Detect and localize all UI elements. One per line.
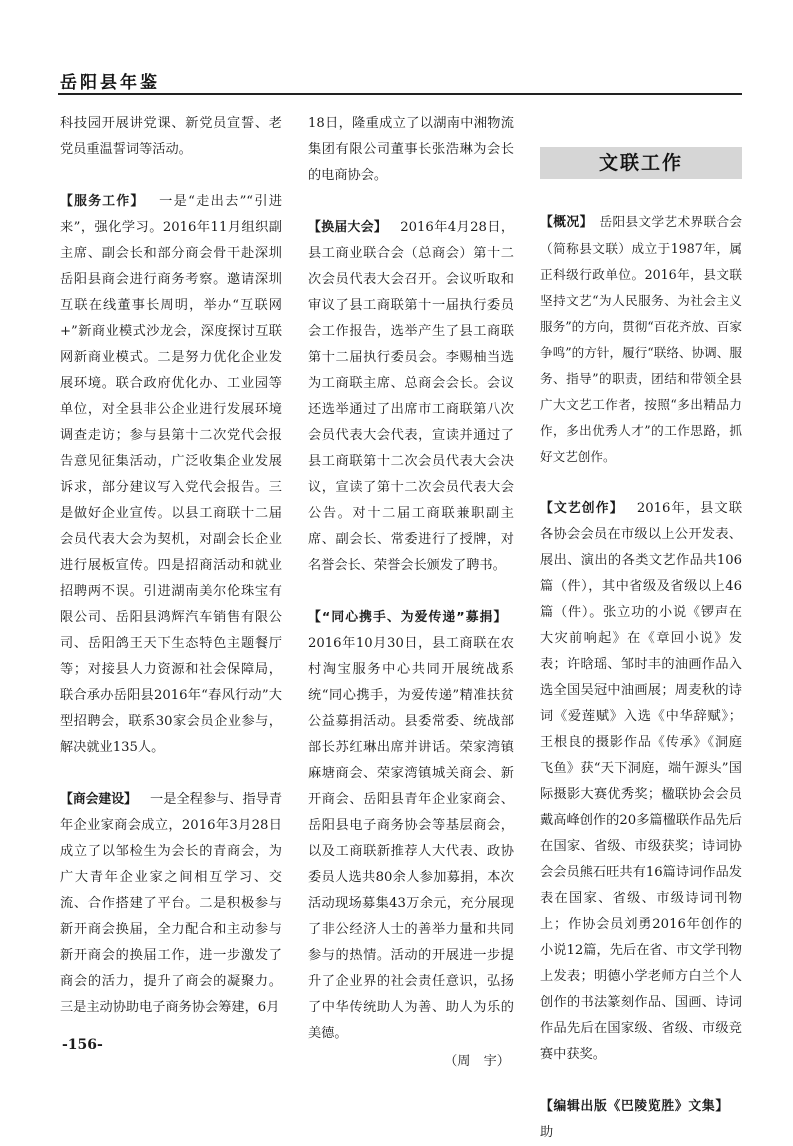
creation-heading: 【 文艺创作 】: [540, 501, 624, 516]
service-work-heading: 【 服务工作 】: [60, 194, 145, 209]
creation-entry: [540, 496, 742, 1068]
creation-text: 2016年，县文联各协会会员在市级以上公开发表、展出、演出的各类文艺作品共106篇（件），其中省级及省级以上46篇（件）。张立功的小说《锣声在大灾前响起》在《章回小说》发表；许晗瑶、邹时丰的油画作品入选全国吴冠中油画展；周麦秋的诗词《爱莲赋》入选《中华辞赋》；王根良的摄影作品《传承》《洞庭飞鱼》获“天下洞庭，端午源头”国际摄影大赛优秀奖；楹联协会会员戴高峰创作的20多篇楹联作品先后在国家、省级、市级获奖；诗词协会会员熊石旺共有16篇诗词作品发表在国家、省级、市级诗词刊物上；作协会员刘勇2016年创作的小说12篇，先后在省、市文学刊物上发表；明德小学老师方白兰个人创作的书法篆刻作品、国画、诗词作品先后在国家级、省级、市级竞赛中获奖。: [540, 501, 743, 1062]
service-work-entry: [60, 189, 282, 761]
overview-entry: [540, 209, 742, 470]
election-heading: 【 换届大会 】: [308, 220, 387, 235]
chamber-building-entry: [60, 787, 282, 1021]
charity-text: 2016年10月30日，县工商联在农村淘宝服务中心共同开展统战系统“同心携手，为爱传递”精准扶贫公益募捐活动。县委常委、统战部部长苏红琳出席并讲话。荣家湾镇麻塘商会、荣家湾镇城关商会、新开商会、岳阳县青年企业家商会、岳阳县电子商务协会等基层商会，以及工商联新推荐人大代表、政协委员人选共80余人参加募捐，本次活动现场募集43万余元，充分展现了非公经济人士的善举力量和共同参与的热情。活动的开展进一步提升了企业界的社会责任意识，弘扬了中华传统助人为善、助人为乐的美德。: [308, 636, 514, 1041]
overview-text: 岳阳县文学艺术界联合会（简称县文联）成立于1987年，属正科级行政单位。2016年，县文联坚持文艺“为人民服务、为社会主义服务”的方向，贯彻“百花齐放、百家争鸣”的方针，履行“联络、协调、服务、指导”的职责，团结和带领全县广大文艺工作者，按照“多出精品力作，多出优秀人才”的工作思路，抓好文艺创作。: [540, 214, 743, 464]
column-right: [540, 111, 742, 1146]
editing-entry: [540, 1094, 742, 1146]
page-header: [58, 64, 742, 96]
chamber-building-text: 一是全程参与、指导青年企业家商会成立，2016年3月28日成立了以邹检生为会长的青商会，为广大青年企业家之间相互学习、交流、合作搭建了平台。二是积极参与新开商会换届，全力配合和主动参与新开商会的换届工作，进一步激发了商会的活力，提升了商会的凝聚力。三是主动协助电子商务协会筹建，6月: [60, 792, 283, 1015]
chamber-building-heading: 【 商会建设 】: [60, 792, 137, 807]
yearbook-title: 岳阳县年鉴: [60, 73, 160, 93]
column-left: [60, 111, 282, 1021]
editing-text: 助: [540, 1125, 554, 1140]
election-text: 2016年4月28日，县工商业联合会（总商会）第十二次会员代表大会召开。会议听取和审议了县工商联第十一届执行委员会工作报告，选举产生了县工商联第十二届执行委员会。李赐柚当选为工商联主席、总商会会长。会议还选举通过了出席市工商联第八次会员代表大会代表，宣读并通过了县工商联第十二次会员代表大会决议，宣读了第十二次会员代表大会公告。对十二届工商联兼职副主席、副会长、常委进行了授牌，对名誉会长、荣誉会长颁发了聘书。: [308, 220, 515, 573]
election-entry: [308, 215, 514, 579]
column-middle: [308, 111, 514, 1075]
editing-heading: 【 编辑出版《巴陵览胜》文集 】: [540, 1099, 729, 1114]
service-work-text: 一是“走出去”“引进来”，强化学习。2016年11月组织副主席、副会长和部分商会骨干赴深圳岳阳县商会进行商务考察。邀请深圳互联在线董事长周明，举办“互联网+”新商业模式沙龙会，深度探讨互联网新商业模式。二是努力优化企业发展环境。联合政府优化办、工业园等单位，对全县非公企业进行发展环境调查走访；参与县第十二次党代会报告意见征集活动，广泛收集企业发展诉求，部分建议写入党代会报告。三是做好企业宣传。以县工商联十二届会员代表大会为契机，对副会长企业进行展板宣传。四是招商活动和就业招聘两不误。引进湖南美尔伦珠宝有限公司、岳阳县鸿辉汽车销售有限公司、岳阳鸽王天下生态特色主题餐厅等；对接县人力资源和社会保障局，联合承办岳阳县2016年“春风行动”大型招聘会，联系30家会员企业参与，解决就业135人。: [60, 194, 283, 755]
section-title: 文联工作: [540, 147, 742, 179]
intro-paragraph: 科技园开展讲党课、新党员宣誓、老党员重温誓词等活动。: [60, 116, 282, 157]
charity-heading: 【 “同心携手、为爱传递”募捐 】: [308, 610, 507, 625]
header-rule: [58, 93, 742, 95]
overview-heading: 【 概况 】: [540, 215, 593, 230]
page-number: -156-: [62, 1037, 103, 1053]
continuation-paragraph: 18日，隆重成立了以湖南中湘物流集团有限公司董事长张浩琳为会长的电商协会。: [308, 116, 514, 183]
author-signature: （周 宇）: [444, 1054, 510, 1069]
charity-entry: [308, 605, 514, 1047]
